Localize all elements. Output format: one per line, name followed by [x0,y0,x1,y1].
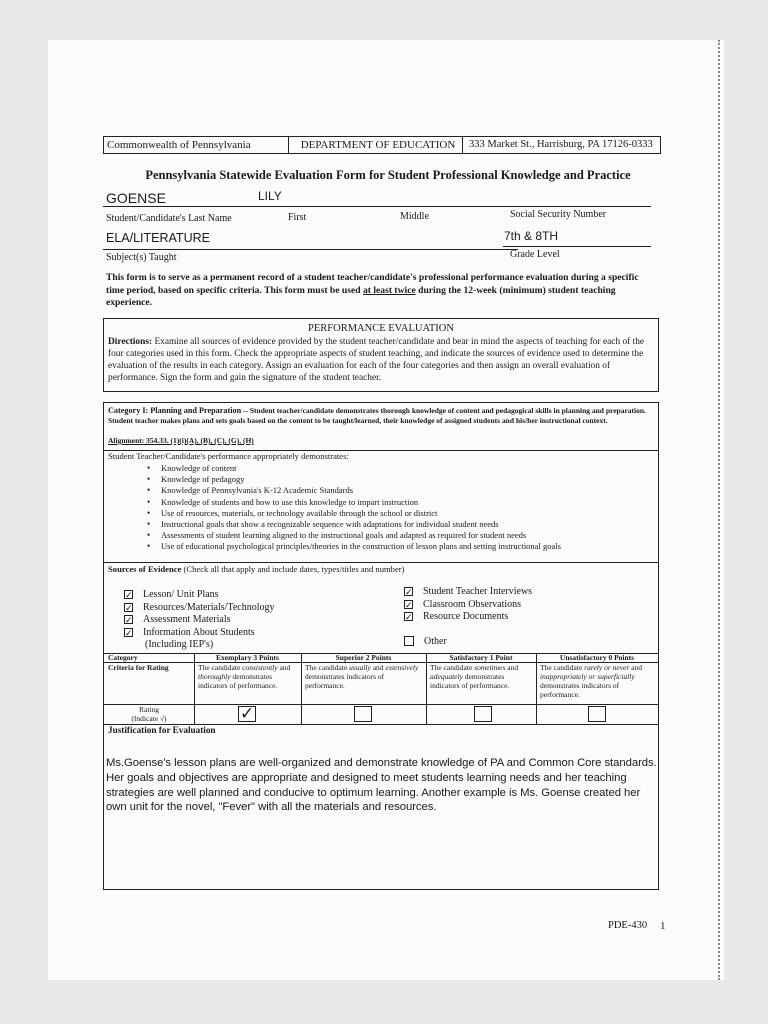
aspect-item: • Knowledge of content [104,463,656,474]
source-student-info[interactable]: ✓ Information About Students [125,626,255,638]
col-title-superior: Superior 2 Points [335,653,392,662]
criteria-label: Criteria for Rating [108,663,169,672]
aspect-item: • Use of educational psychological principles/theories in the construction of lesson plans and setting instructional goals [104,541,656,552]
alignment-text: Alignment: 354.33. (1)(i)(A), (B), (C), (G), (H) [108,436,254,445]
performance-title: PERFORMANCE EVALUATION [308,323,454,334]
directions-text: Directions: Examine all sources of evidence provided by the student teacher/candidate and bear in mind the aspects of teaching for each of the four categories used in this form. Check the appropriate aspects of student teaching, and indicate the sources of evidence used to determine the evaluation of the results in each category. Assign an evaluation for each of the four categories and then assign an overall evaluation of performance. Sign the form and gain the signature of the student teacher. [108,337,645,383]
form-page [48,40,724,980]
criteria-superior: The candidate usually and extensively demonstrates indicators of performance. [305,663,419,690]
rating-box-exemplary[interactable]: ✓ [239,704,255,723]
intro-underlined: at least twice [362,284,416,296]
aspect-list [104,463,656,553]
scan-edge-marks [718,40,724,980]
rating-box-satisfactory[interactable] [474,706,492,722]
last-name-label: Student/Candidate's Last Name [106,213,232,224]
middle-name-label: Middle [400,211,429,222]
rating-box-unsatisfactory[interactable] [588,706,606,722]
criteria-exemplary: The candidate consistently and thoroughly demonstrates indicators of performance. [198,663,291,690]
checkbox[interactable]: ✓ [125,590,133,601]
justification-label: Justification for Evaluation [108,725,216,735]
aspect-item: • Knowledge of Pennsylvania's K-12 Academic Standards [104,485,656,496]
aspect-item: • Instructional goals that show a recognizable sequence with adaptations for individual student needs [104,519,656,530]
sources-left-column [124,589,274,652]
criteria-satisfactory: The candidate sometimes and adequately demonstrates indicators of performance. [430,663,519,690]
checkbox[interactable]: ✓ [405,612,413,623]
rating-table [104,653,658,733]
aspect-item: • Knowledge of students and how to use this knowledge to impart instruction [104,497,656,508]
page-number: 1 [660,920,666,932]
col-title-exemplary: Exemplary 3 Points [216,653,279,662]
source-other[interactable]: Other [404,636,532,649]
subject-value: ELA/LITERATURE [106,231,210,245]
justification-text[interactable]: Ms.Goense's lesson plans are well-organized and demonstrate knowledge of PA and Common Core standards. Her goals and objectives are appropriate and designed to meet students learning needs and her teaching strategies are well planned and conducive to optimum learning. Another example is Ms. Goense created her own unit for the novel, "Fever" with all the materials and resources. [106,757,657,814]
form-id: PDE-430 [608,920,648,931]
checkbox[interactable]: ✓ [405,599,413,610]
col-title-satisfactory: Satisfactory 1 Point [449,653,513,662]
header-address: 333 Market St., Harrisburg, PA 17126-0333 [469,139,653,150]
checkbox[interactable]: ✓ [125,602,133,613]
header-state: Commonwealth of Pennsylvania [107,139,251,151]
aspect-item: • Use of resources, materials, or technology available through the school or district [104,508,656,519]
category-heading: Category I: Planning and Preparation -- Student teacher/candidate demonstrates thorough knowledge of content and pedagogical skills in planning and preparation. Student teacher makes plans and sets goals based on the content to be taught/learned, their knowledge of assigned students and his/her instructional context. [108,406,646,425]
checkbox[interactable]: ✓ [125,615,133,626]
rating-label: Rating (Indicate √) [131,705,167,723]
col-title-unsatisfactory: Unsatisfactory 0 Points [559,653,635,662]
grade-label: Grade Level [510,249,560,260]
form-title: Pennsylvania Statewide Evaluation Form for Student Professional Knowledge and Practice [145,168,631,182]
sources-right-column [404,586,532,648]
source-observations[interactable]: ✓ Classroom Observations [405,598,522,610]
category-intro: Student Teacher/Candidate's performance appropriately demonstrates: [108,451,349,461]
checkbox[interactable] [404,636,414,646]
category-box [103,402,659,890]
criteria-unsatisfactory: The candidate rarely or never and inappropriately or superficially demonstrates indicators of performance. [540,663,642,699]
aspect-item: • Knowledge of pedagogy [104,474,656,485]
grade-value: 7th & 8TH [504,229,559,243]
checkbox[interactable]: ✓ [405,587,413,598]
source-resources[interactable]: ✓ Resources/Materials/Technology [125,601,275,613]
rating-box-superior[interactable] [354,706,372,722]
ssn-label: Social Security Number [510,209,607,220]
category-col-label: Category [108,653,138,662]
first-name-label: First [288,212,307,223]
last-name-value: GOENSE [106,190,166,206]
header-department: DEPARTMENT OF EDUCATION [300,139,456,151]
source-iep-note: (Including IEP's) [145,639,214,651]
source-lesson-plans[interactable]: ✓ Lesson/ Unit Plans [125,589,219,601]
first-name-value: LILY [258,189,282,203]
source-resource-docs[interactable]: ✓ Resource Documents [405,611,509,623]
source-interviews[interactable]: ✓ Student Teacher Interviews [405,586,533,598]
source-assessment[interactable]: ✓ Assessment Materials [125,614,231,626]
aspect-item: • Assessments of student learning aligned to the instructional goals and adapted as required for student needs [104,530,656,541]
performance-box [103,318,659,392]
subject-label: Subject(s) Taught [106,252,177,263]
checkbox[interactable]: ✓ [125,627,133,638]
sources-heading: Sources of Evidence (Check all that apply and include dates, types/titles and number) [108,564,405,574]
intro-paragraph: This form is to serve as a permanent record of a student teacher/candidate's professional performance evaluation during a specific time period, based on specific criteria. This form must be used at least twice during the 12-week (minimum) student teaching experience. [106,272,639,308]
